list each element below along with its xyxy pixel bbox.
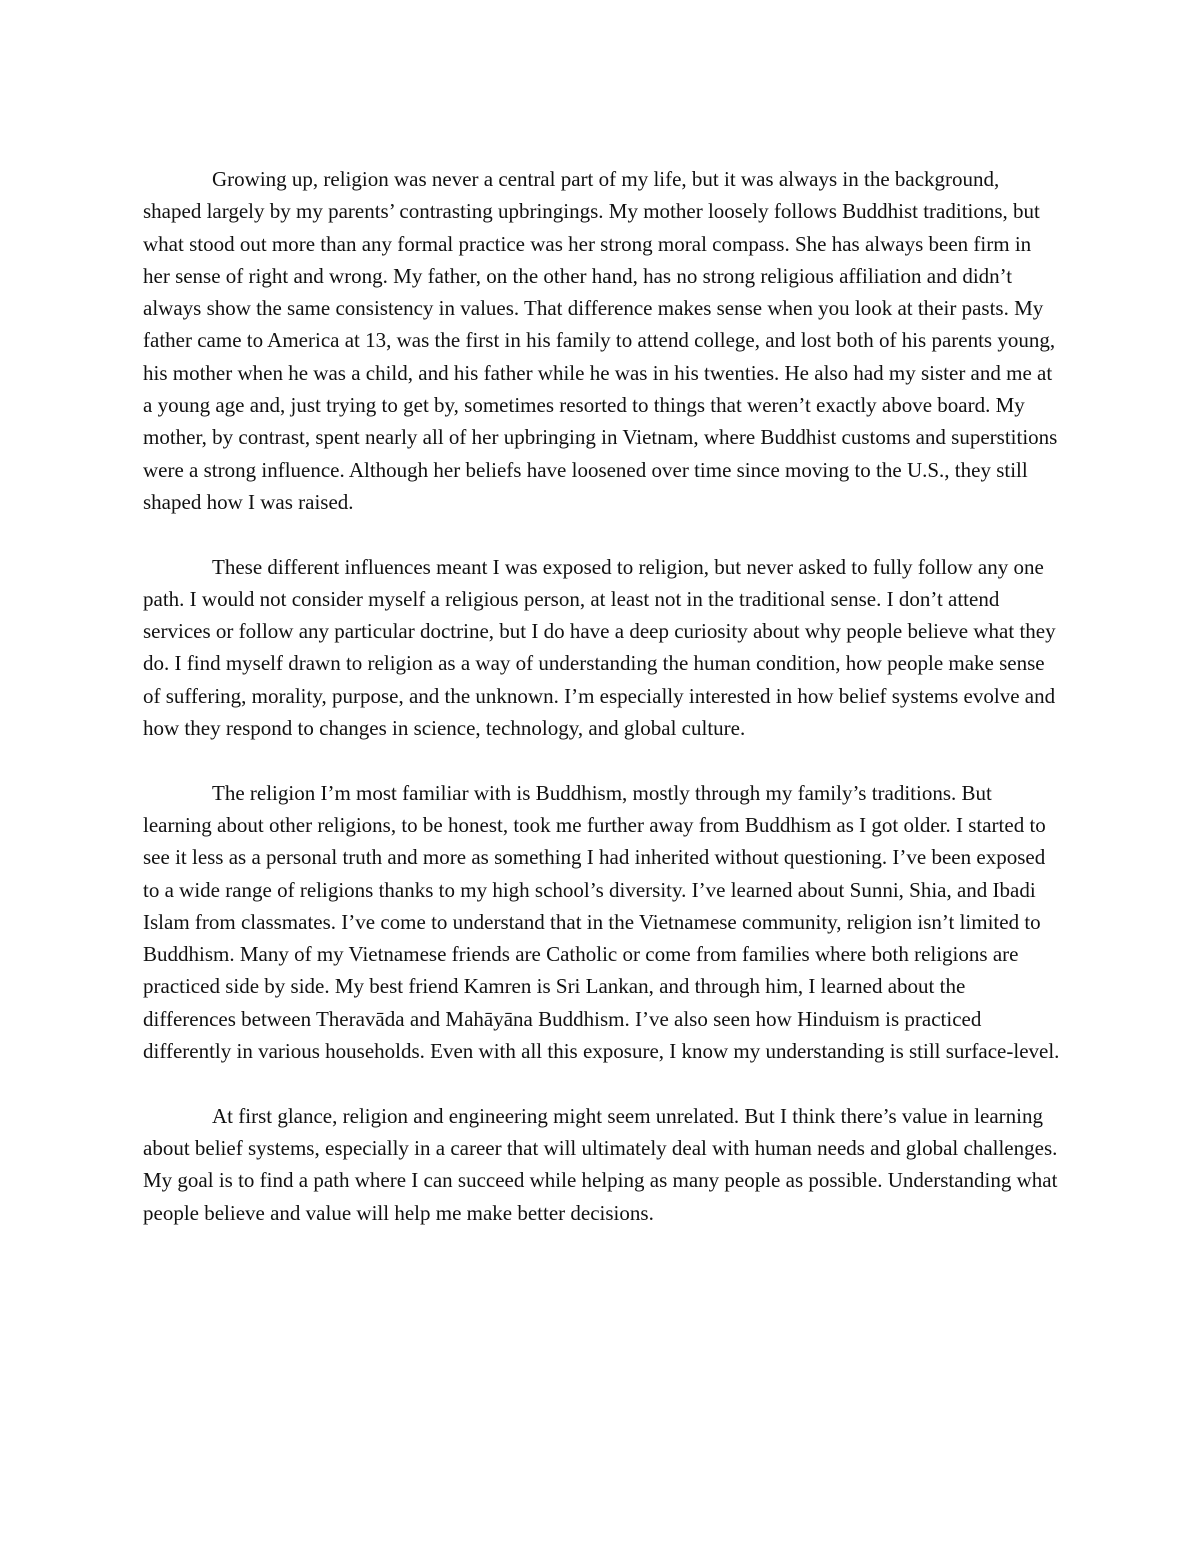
paragraph-influences: These different influences meant I was exposed to religion, but never asked to fully follow any one path. I would not consider myself a religious person, at least not in the traditional sense. I don’t attend services or follow any particular doctrine, but I do have a deep curiosity about why people believe what they do. I find myself drawn to religion as a way of understanding the human condition, how people make sense of suffering, morality, purpose, and the unknown. I’m especially interested in how belief systems evolve and how they respond to changes in science, technology, and global culture. bbox=[143, 554, 1056, 741]
paragraph-buddhism: The religion I’m most familiar with is Buddhism, mostly through my family’s traditions. But learning about other religions, to be honest, took me further away from Buddhism as I got older. I started to see it less as a personal truth and more as something I had inherited without questioning. I’ve been exposed to a wide range of religions thanks to my high school’s diversity. I’ve learned about Sunni, Shia, and Ibadi Islam from classmates. I’ve come to understand that in the Vietnamese community, religion isn’t limited to Buddhism. Many of my Vietnamese friends are Catholic or come from families where both religions are practiced side by side. My best friend Kamren is Sri Lankan, and through him, I learned about the differences between Theravāda and Mahāyāna Buddhism. I’ve also seen how Hinduism is practiced differently in various households. Even with all this exposure, I know my understanding is still surface-level. bbox=[143, 780, 1060, 1064]
document-body bbox=[143, 163, 1061, 1229]
paragraph-upbringing: Growing up, religion was never a central part of my life, but it was always in the background, shaped largely by my parents’ contrasting upbringings. My mother loosely follows Buddhist traditions, but what stood out more than any formal practice was her strong moral compass. She has always been firm in her sense of right and wrong. My father, on the other hand, has no strong religious affiliation and didn’t always show the same consistency in values. That difference makes sense when you look at their pasts. My father came to America at 13, was the first in his family to attend college, and lost both of his parents young, his mother when he was a child, and his father while he was in his twenties. He also had my sister and me at a young age and, just trying to get by, sometimes resorted to things that weren’t exactly above board. My mother, by contrast, spent nearly all of her upbringing in Vietnam, where Buddhist customs and superstitions were a strong influence. Although her beliefs have loosened over time since moving to the U.S., they still shaped how I was raised. bbox=[143, 167, 1058, 514]
paragraph-engineering: At first glance, religion and engineering might seem unrelated. But I think there’s value in learning about belief systems, especially in a career that will ultimately deal with human needs and global challenges. My goal is to find a path where I can succeed while helping as many people as possible. Understanding what people believe and value will help me make better decisions. bbox=[143, 1103, 1058, 1225]
